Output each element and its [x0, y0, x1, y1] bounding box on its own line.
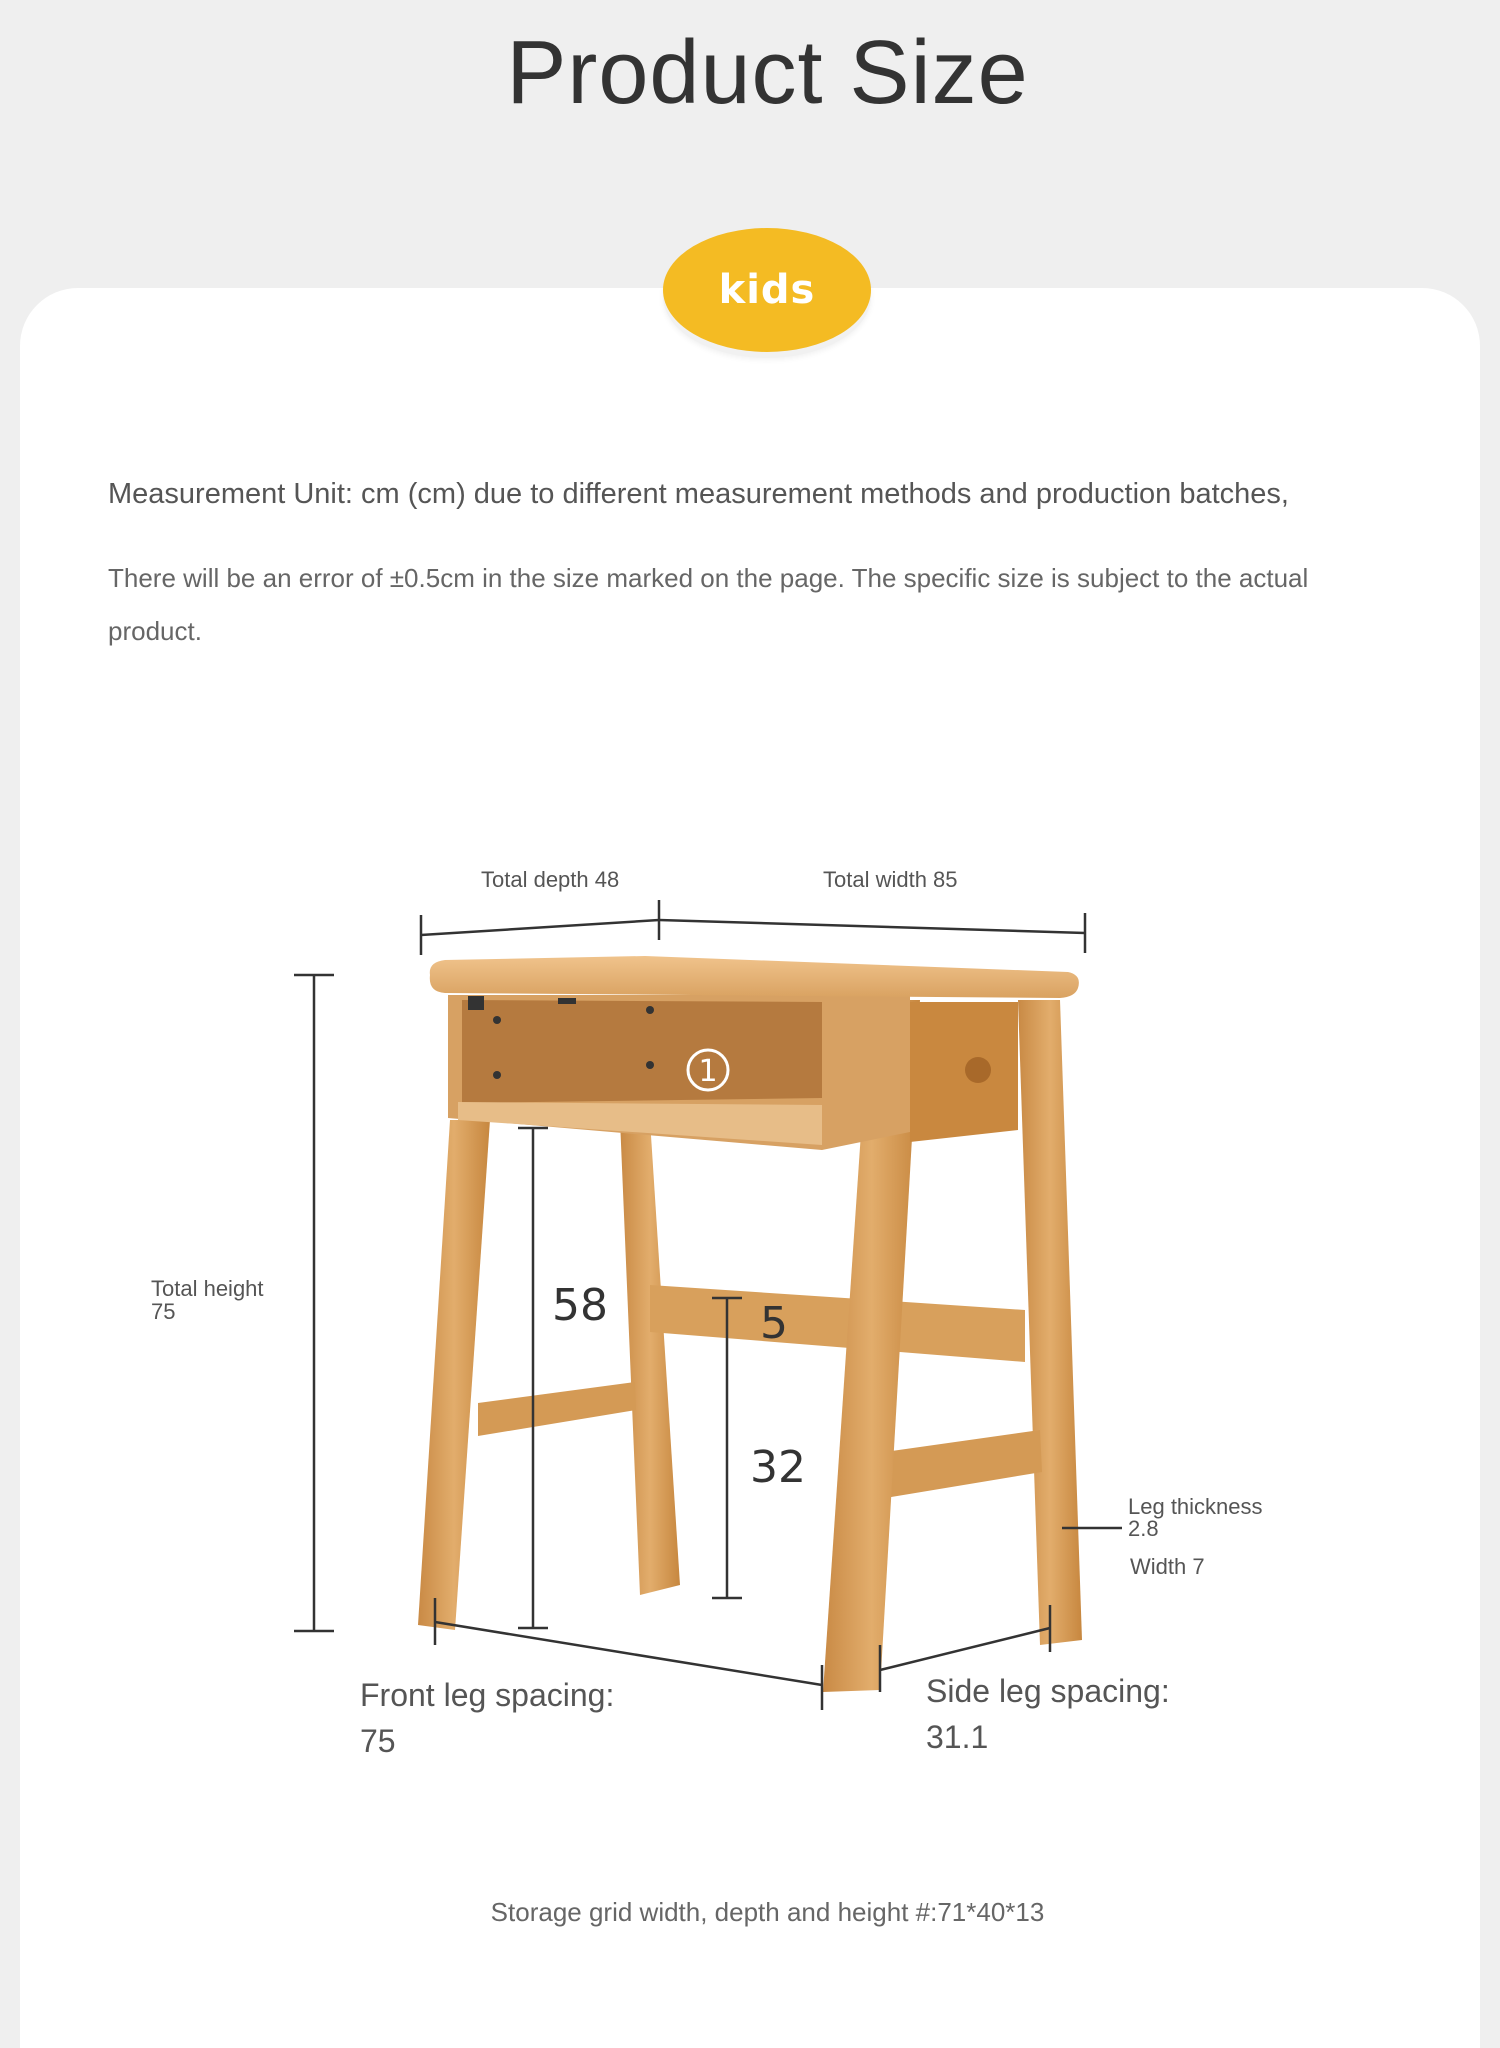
- side-hook: [965, 1057, 991, 1083]
- storage-note: Storage grid width, depth and height #:71*40*13: [490, 1897, 1045, 1927]
- storage-opening: [462, 1000, 822, 1103]
- front-leg-spacing-label: Front leg spacing:: [360, 1677, 615, 1713]
- width-label: Width 7: [1130, 1554, 1205, 1579]
- total-width-label: Total width 85: [823, 867, 958, 892]
- crossbar-width-label: 5: [760, 1298, 788, 1349]
- front-left-leg: [418, 1120, 490, 1630]
- leg-thickness-value: 2.8: [1128, 1516, 1159, 1541]
- desk-illustration: [418, 956, 1082, 1692]
- top-dimension-line: [659, 920, 1085, 933]
- crossbar-height-label: 32: [750, 1442, 806, 1493]
- back-crossbar: [650, 1285, 1025, 1362]
- side-left-crossbar: [478, 1382, 636, 1436]
- tolerance-note: There will be an error of ±0.5cm in the size marked on the page. The specific size is subject to the actual product.: [108, 563, 1309, 646]
- kids-badge-label: kids: [718, 267, 816, 313]
- side-leg-spacing-value: 31.1: [926, 1719, 989, 1755]
- storage-hole: [558, 998, 576, 1004]
- storage-dowel: [646, 1006, 654, 1014]
- storage-dowel: [493, 1016, 501, 1024]
- measurement-note: Measurement Unit: cm (cm) due to different measurement methods and production batches,: [108, 478, 1289, 510]
- total-depth-label: Total depth 48: [481, 867, 620, 892]
- storage-marker: 1: [698, 1054, 718, 1089]
- side-leg-spacing-line: [880, 1628, 1050, 1670]
- back-right-leg: [1018, 1000, 1082, 1645]
- side-leg-spacing-label: Side leg spacing:: [926, 1673, 1170, 1709]
- front-leg-spacing-value: 75: [360, 1723, 396, 1759]
- storage-hole: [468, 996, 484, 1010]
- storage-dowel: [493, 1071, 501, 1079]
- total-height-label: Total height: [151, 1276, 264, 1301]
- top-dimension-line: [421, 920, 659, 935]
- desk-top: [430, 956, 1079, 998]
- leg-thickness-label: Leg thickness: [1128, 1494, 1263, 1519]
- total-height-value: 75: [151, 1299, 176, 1324]
- side-right-crossbar: [885, 1430, 1042, 1498]
- back-left-leg: [620, 1120, 680, 1595]
- page-title: Product Size: [506, 23, 1029, 123]
- storage-dowel: [646, 1061, 654, 1069]
- under-desk-height-label: 58: [552, 1280, 608, 1331]
- side-panel: [910, 1002, 1018, 1142]
